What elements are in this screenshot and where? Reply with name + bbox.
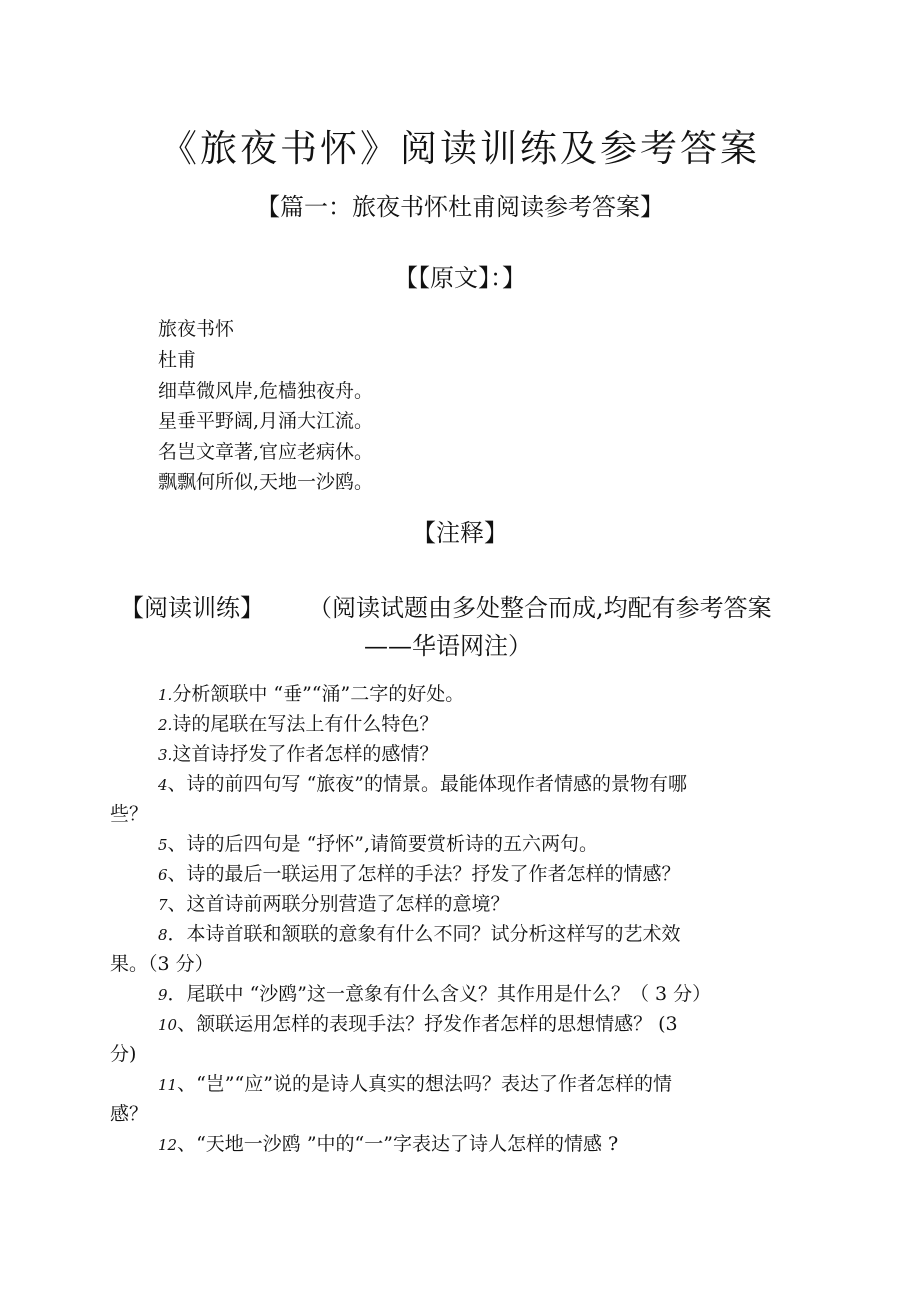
question-number: 4 (158, 776, 168, 794)
question-text: ．尾联中 “沙鸥”这一意象有什么含义？其作用是什么？（ 3 分） (167, 983, 712, 1005)
poem-line: 星垂平野阔,月涌大江流。 (158, 410, 374, 432)
question-text: 、诗的前四句写 “旅夜”的情景。最能体现作者情感的景物有哪 (167, 773, 688, 795)
question-number: 5 (158, 836, 168, 854)
question-wrap: 些？ (110, 803, 149, 825)
question-number: 8 (158, 926, 168, 944)
question-text: 分析颔联中 “垂”“涌”二字的好处。 (172, 683, 465, 705)
question-text: 、诗的后四句是 “抒怀”,请简要赏析诗的五六两句。 (167, 833, 599, 855)
training-note-continued: ——华语网注） (364, 632, 532, 660)
question-text: 、这首诗前两联分别营造了怎样的意境？ (167, 893, 510, 915)
question-number: 7 (158, 896, 168, 914)
question-item (158, 1129, 618, 1156)
question-text: 、“岂”“应”说的是诗人真实的想法吗？表达了作者怎样的情 (177, 1073, 672, 1095)
question-number: 2. (158, 716, 173, 734)
question-number: 12 (158, 1136, 178, 1154)
section-heading-notes: 【注释】 (412, 519, 508, 547)
poem-author: 杜甫 (158, 349, 197, 371)
question-number: 3. (158, 746, 173, 764)
document-subtitle: 【篇一：旅夜书怀杜甫阅读参考答案】 (256, 193, 664, 221)
poem-line: 细草微风岸,危樯独夜舟。 (158, 380, 374, 402)
question-item (158, 739, 438, 766)
question-item (158, 829, 598, 856)
question-item (158, 859, 681, 886)
question-wrap: 感？ (110, 1103, 149, 1125)
question-text: 、诗的最后一联运用了怎样的手法？抒发了作者怎样的情感？ (167, 863, 681, 885)
question-item (158, 709, 438, 736)
question-number: 6 (158, 866, 168, 884)
question-text: 这首诗抒发了作者怎样的感情？ (172, 743, 439, 765)
question-item (158, 889, 510, 916)
poem-title: 旅夜书怀 (158, 318, 235, 340)
question-item (158, 769, 687, 796)
section-heading-original: 【【原文】：】 (394, 264, 526, 292)
question-item (158, 979, 711, 1006)
training-note: （阅读试题由多处整合而成,均配有参考答案 (308, 594, 772, 622)
question-item (158, 919, 681, 946)
question-number: 1. (158, 686, 173, 704)
question-number: 9 (158, 986, 168, 1004)
question-item (158, 1069, 672, 1096)
question-wrap: 果。（3 分） (110, 953, 214, 975)
question-number: 10 (158, 1016, 178, 1034)
question-number: 11 (158, 1076, 178, 1094)
question-wrap: 分) (110, 1043, 137, 1065)
question-item (158, 679, 464, 706)
poem-line: 飘飘何所似,天地一沙鸥。 (158, 471, 374, 493)
question-text: 、“天地一沙鸥 ”中的“一”字表达了诗人怎样的情感 ? (177, 1133, 619, 1155)
poem-line: 名岂文章著,官应老病休。 (158, 441, 374, 463)
document-title: 《旅夜书怀》阅读训练及参考答案 (160, 127, 760, 170)
question-text: ．本诗首联和颔联的意象有什么不同？试分析这样写的艺术效 (167, 923, 681, 945)
question-item (158, 1009, 678, 1036)
training-heading: 【阅读训练】 (120, 594, 264, 622)
question-text: 、颔联运用怎样的表现手法？抒发作者怎样的思想情感？ (3 (177, 1013, 678, 1035)
question-text: 诗的尾联在写法上有什么特色？ (172, 713, 439, 735)
